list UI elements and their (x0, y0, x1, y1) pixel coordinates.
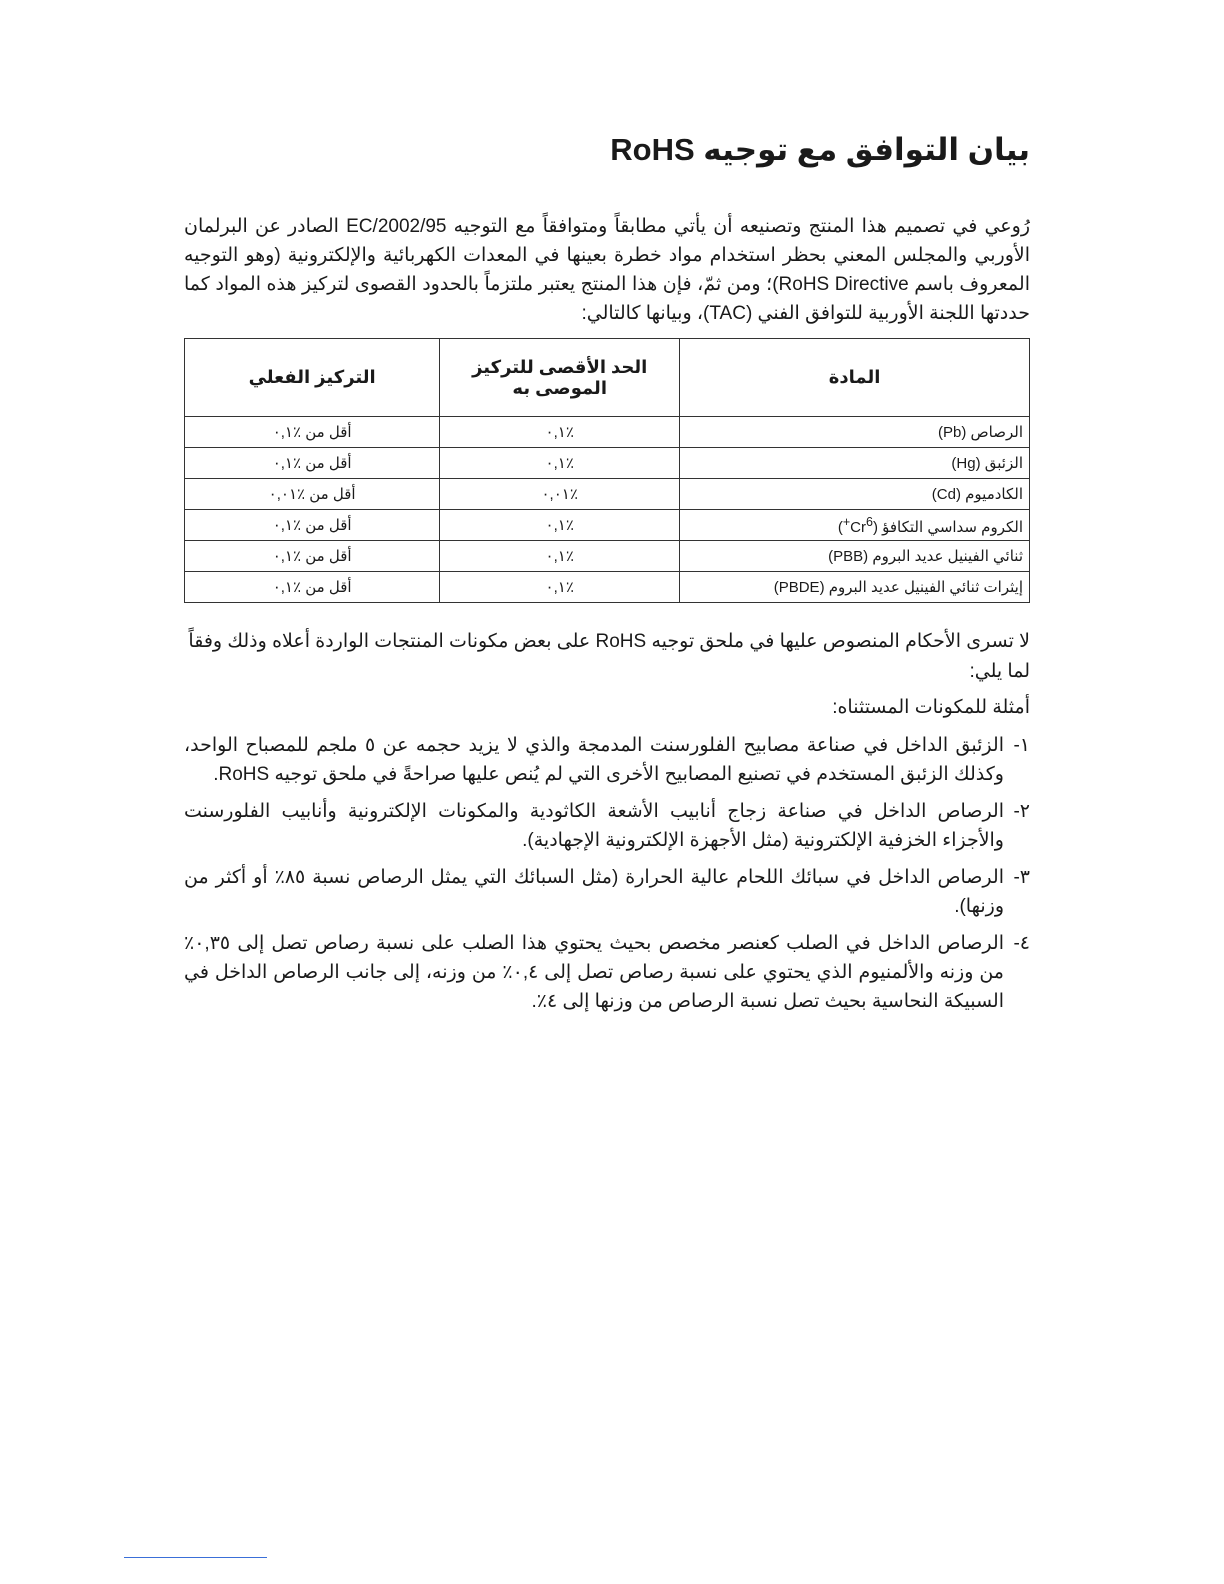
footer-divider (124, 1557, 267, 1558)
substance-cell: الكادميوم (Cd) (680, 479, 1030, 510)
max-cell: ٪٠,٠١ (440, 479, 680, 510)
max-cell: ٪٠,١ (440, 572, 680, 603)
actual-cell: أقل من ٪٠,١ (185, 417, 440, 448)
max-cell: ٪٠,١ (440, 417, 680, 448)
actual-cell: أقل من ٪٠,١ (185, 510, 440, 541)
header-substance: المادة (680, 339, 1030, 417)
list-item (184, 863, 1030, 921)
list-item-text: الرصاص الداخل في صناعة زجاج أنابيب الأشعة الكاثودية والمكونات الإلكترونية وأنابيب الفلورسنت والأجزاء الخزفية الإلكترونية (مثل الأجهزة الإلكترونية الإجهادية). (184, 801, 1004, 851)
substance-name: الكروم سداسي التكافؤ (Cr (850, 518, 1023, 536)
list-item-number: ٣- (1013, 867, 1030, 888)
list-item-number: ١- (1013, 735, 1030, 756)
table-row (185, 448, 1030, 479)
list-item (184, 797, 1030, 855)
table-row (185, 541, 1030, 572)
header-max-concentration: الحد الأقصى للتركيز الموصى به (440, 339, 680, 417)
substance-cell (680, 510, 1030, 541)
table-row (185, 479, 1030, 510)
list-item-text: الرصاص الداخل في الصلب كعنصر مخصص بحيث يحتوي هذا الصلب على نسبة رصاص تصل إلى ٠,٣٥٪ من وزنه والألمنيوم الذي يحتوي على نسبة رصاص تصل إلى ٠,٤٪ من وزنه، إلى جانب الرصاص الداخل في السبيكة النحاسية بحيث تصل نسبة الرصاص من وزنها إلى ٤٪. (184, 933, 1004, 1012)
substance-cell: ثنائي الفينيل عديد البروم (PBB) (680, 541, 1030, 572)
list-item (184, 731, 1030, 789)
table-header-row (185, 339, 1030, 417)
intro-paragraph: رُوعي في تصميم هذا المنتج وتصنيعه أن يأتي مطابقاً ومتوافقاً مع التوجيه 2002/95/EC الصادر عن البرلمان الأوربي والمجلس المعني بحظر استخدام مواد خطرة بعينها في المعدات الكهربائية والإلكترونية (وهو التوجيه المعروف باسم RoHS Directive)؛ ومن ثمّ، فإن هذا المنتج يعتبر ملتزماً بالحدود القصوى لتركيز هذه المواد كما حددتها اللجنة الأوربية للتوافق الفني (TAC)، وبيانها كالتالي: (184, 216, 1030, 324)
list-item (184, 929, 1030, 1016)
actual-cell: أقل من ٪٠,١ (185, 541, 440, 572)
examples-heading: أمثلة للمكونات المستثناه: (832, 697, 1030, 718)
substance-cell: الزئبق (Hg) (680, 448, 1030, 479)
table-row (185, 417, 1030, 448)
max-cell: ٪٠,١ (440, 448, 680, 479)
actual-cell: أقل من ٪٠,٠١ (185, 479, 440, 510)
substance-cell: إيثرات ثنائي الفينيل عديد البروم (PBDE) (680, 572, 1030, 603)
page-title: بيان التوافق مع توجيه RoHS (610, 132, 1030, 167)
list-item-text: الرصاص الداخل في سبائك اللحام عالية الحرارة (مثل السبائك التي يمثل الرصاص نسبة ٨٥٪ أو أكثر من وزنها). (184, 867, 1004, 917)
actual-cell: أقل من ٪٠,١ (185, 572, 440, 603)
header-actual-concentration: التركيز الفعلي (185, 339, 440, 417)
substance-tail: ) (837, 518, 843, 536)
list-item-number: ٤- (1013, 933, 1030, 954)
table-row (185, 572, 1030, 603)
exemption-note: لا تسرى الأحكام المنصوص عليها في ملحق توجيه RoHS على بعض مكونات المنتجات الواردة أعلاه وذلك وفقاً لما يلي: (188, 631, 1030, 682)
substance-table (184, 338, 1030, 603)
substance-cell: الرصاص (Pb) (680, 417, 1030, 448)
list-item-number: ٢- (1013, 801, 1030, 822)
exemptions-list (184, 731, 1030, 1016)
document-page (184, 128, 1030, 1024)
table-row (185, 510, 1030, 541)
actual-cell: أقل من ٪٠,١ (185, 448, 440, 479)
substance-superscript: 6+ (842, 514, 873, 529)
max-cell: ٪٠,١ (440, 510, 680, 541)
list-item-text: الزئبق الداخل في صناعة مصابيح الفلورسنت المدمجة والذي لا يزيد حجمه عن ٥ ملجم للمصباح الواحد، وكذلك الزئبق المستخدم في تصنيع المصابيح الأخرى التي لم يُنص عليها صراحةً في ملحق توجيه RoHS. (184, 735, 1004, 785)
max-cell: ٪٠,١ (440, 541, 680, 572)
